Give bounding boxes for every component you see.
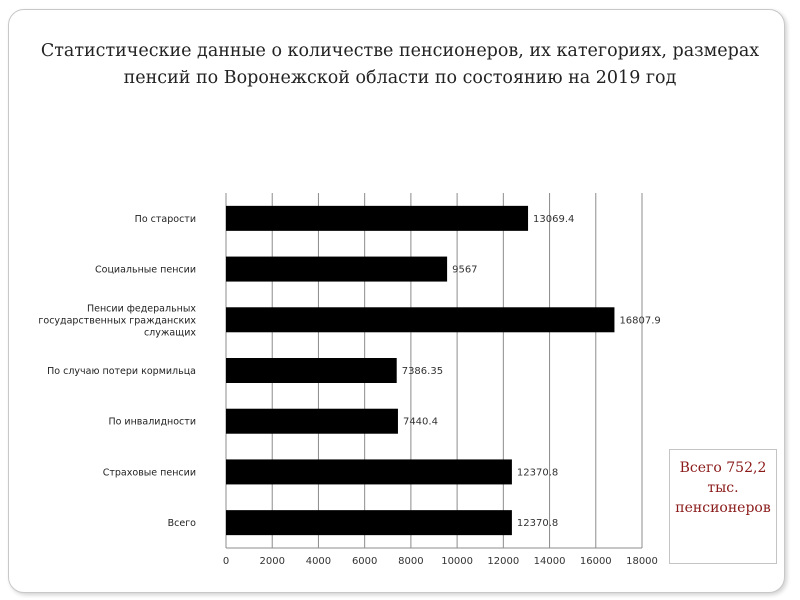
category-label: Пенсии федеральных государственных гражданских служащих: [38, 303, 196, 339]
x-tick-label: 18000: [626, 556, 658, 567]
total-pensioners-text: Всего 752,2 тыс. пенсионеров: [675, 460, 771, 516]
category-label: По инвалидности: [108, 416, 196, 428]
data-label: 7440.4: [402, 416, 438, 428]
x-tick-label: 6000: [351, 556, 378, 567]
bar: [226, 459, 512, 484]
x-tick-label: 2000: [259, 556, 285, 567]
x-tick-label: 10000: [441, 556, 474, 567]
x-tick-label: 4000: [305, 556, 332, 567]
total-pensioners-note: [669, 449, 777, 564]
category-label: Страховые пенсии: [102, 467, 196, 479]
x-tick-label: 0: [222, 556, 230, 567]
category-label: Социальные пенсии: [95, 264, 196, 276]
x-tick-label: 16000: [579, 556, 612, 567]
x-tick-label: 8000: [398, 556, 424, 567]
x-tick-label: 14000: [533, 556, 566, 567]
bar: [226, 409, 398, 434]
x-tick-label: 12000: [487, 556, 520, 567]
category-label: По случаю потери кормильца: [47, 366, 196, 377]
bar: [226, 358, 397, 383]
data-label: 12370.8: [516, 518, 559, 530]
data-label: 12370.8: [516, 467, 559, 479]
category-label: Всего: [167, 518, 196, 530]
bar: [226, 307, 614, 332]
data-label: 9567: [452, 264, 478, 276]
data-label: 13069.4: [533, 213, 575, 225]
data-label: 16807.9: [619, 315, 661, 327]
category-label: По старости: [134, 213, 196, 225]
bar: [226, 206, 528, 231]
bar: [226, 510, 512, 535]
slide-title: Статистические данные о количестве пенсионеров, их категориях, размерах пенсий по Воронежской области по состоянию на 2019 год: [40, 41, 760, 88]
bar: [226, 257, 447, 282]
data-label: 7386.35: [401, 366, 444, 377]
